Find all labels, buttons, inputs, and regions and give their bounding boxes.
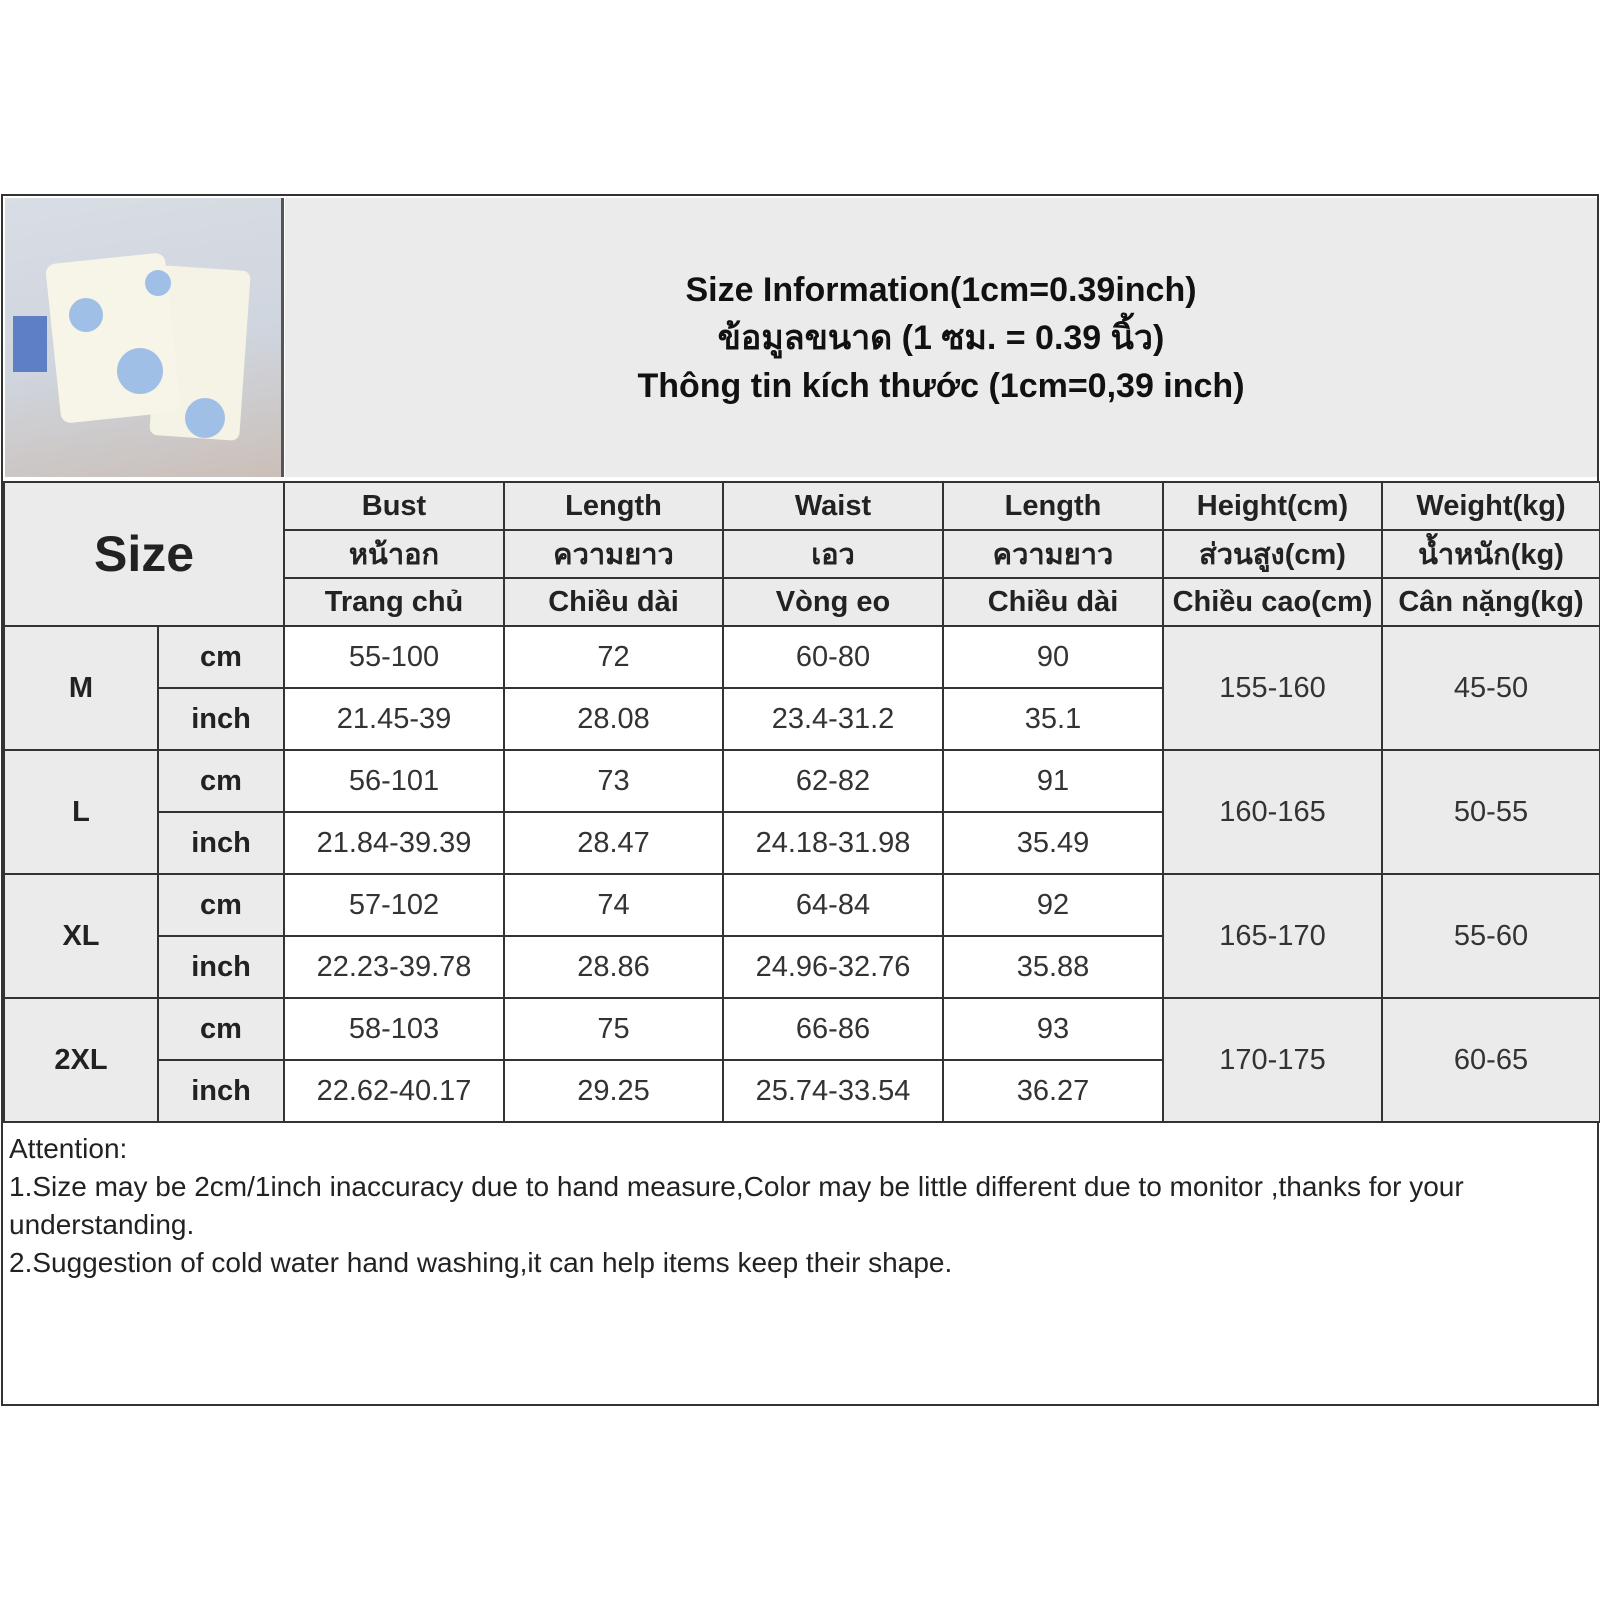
size-chart: [1, 194, 1599, 1406]
table-cell: 92: [943, 874, 1163, 936]
table-cell: 90: [943, 626, 1163, 688]
pattern-dot: [185, 398, 225, 438]
table-cell: 60-80: [723, 626, 943, 688]
table-cell: 22.62-40.17: [284, 1060, 504, 1122]
weight-cell: 45-50: [1382, 626, 1600, 750]
note-item: 1.Size may be 2cm/1inch inaccuracy due to hand measure,Color may be little different due to monitor ,thanks for your understanding.: [9, 1171, 1464, 1240]
size-header: Size: [4, 482, 284, 626]
table-row: [4, 626, 1600, 688]
column-header: หน้าอก: [284, 530, 504, 578]
title-english: Size Information(1cm=0.39inch): [685, 270, 1197, 309]
column-header: Weight(kg): [1382, 482, 1600, 530]
chart-header: [3, 196, 1599, 481]
notes-heading: Attention:: [9, 1133, 128, 1164]
title-box: [285, 198, 1597, 477]
column-header: ความยาว: [943, 530, 1163, 578]
pattern-dot: [69, 298, 103, 332]
table-cell: 91: [943, 750, 1163, 812]
pattern-dot: [117, 348, 163, 394]
table-cell: 25.74-33.54: [723, 1060, 943, 1122]
table-cell: 58-103: [284, 998, 504, 1060]
table-cell: 35.49: [943, 812, 1163, 874]
size-label: 2XL: [4, 998, 158, 1122]
height-cell: 155-160: [1163, 626, 1382, 750]
unit-label: inch: [158, 812, 284, 874]
table-cell: 75: [504, 998, 723, 1060]
table-cell: 56-101: [284, 750, 504, 812]
attention-notes: [9, 1130, 1589, 1282]
column-header: น้ำหนัก(kg): [1382, 530, 1600, 578]
header-row-english: [4, 482, 1600, 530]
weight-cell: 55-60: [1382, 874, 1600, 998]
table-cell: 55-100: [284, 626, 504, 688]
table-cell: 73: [504, 750, 723, 812]
unit-label: cm: [158, 626, 284, 688]
unit-label: cm: [158, 750, 284, 812]
table-cell: 22.23-39.78: [284, 936, 504, 998]
note-item: 2.Suggestion of cold water hand washing,it can help items keep their shape.: [9, 1247, 953, 1278]
unit-label: inch: [158, 1060, 284, 1122]
table-cell: 28.86: [504, 936, 723, 998]
pattern-dot: [145, 270, 171, 296]
unit-label: inch: [158, 936, 284, 998]
table-cell: 35.88: [943, 936, 1163, 998]
column-header: Cân nặng(kg): [1382, 578, 1600, 626]
size-label: XL: [4, 874, 158, 998]
table-cell: 24.96-32.76: [723, 936, 943, 998]
unit-label: cm: [158, 998, 284, 1060]
table-cell: 93: [943, 998, 1163, 1060]
table-cell: 36.27: [943, 1060, 1163, 1122]
column-header: Chiều dài: [943, 578, 1163, 626]
table-row: [4, 998, 1600, 1060]
table-cell: 24.18-31.98: [723, 812, 943, 874]
column-header: Vòng eo: [723, 578, 943, 626]
table-cell: 35.1: [943, 688, 1163, 750]
table-cell: 23.4-31.2: [723, 688, 943, 750]
column-header: Height(cm): [1163, 482, 1382, 530]
column-header: Chiều dài: [504, 578, 723, 626]
table-cell: 74: [504, 874, 723, 936]
column-header: Length: [943, 482, 1163, 530]
table-cell: 72: [504, 626, 723, 688]
title-vietnamese: Thông tin kích thước (1cm=0,39 inch): [637, 366, 1245, 405]
weight-cell: 50-55: [1382, 750, 1600, 874]
size-table: [3, 481, 1600, 1123]
column-header: ส่วนสูง(cm): [1163, 530, 1382, 578]
column-header: Bust: [284, 482, 504, 530]
table-cell: 28.08: [504, 688, 723, 750]
column-header: Waist: [723, 482, 943, 530]
table-cell: 21.45-39: [284, 688, 504, 750]
column-header: ความยาว: [504, 530, 723, 578]
height-cell: 160-165: [1163, 750, 1382, 874]
table-cell: 62-82: [723, 750, 943, 812]
product-photo: [5, 198, 284, 477]
table-row: [4, 750, 1600, 812]
title-thai: ข้อมูลขนาด (1 ซม. = 0.39 นิ้ว): [717, 318, 1165, 357]
unit-label: inch: [158, 688, 284, 750]
column-header: Length: [504, 482, 723, 530]
table-cell: 29.25: [504, 1060, 723, 1122]
unit-label: cm: [158, 874, 284, 936]
table-cell: 57-102: [284, 874, 504, 936]
size-label: L: [4, 750, 158, 874]
table-cell: 28.47: [504, 812, 723, 874]
column-header: Chiều cao(cm): [1163, 578, 1382, 626]
column-header: เอว: [723, 530, 943, 578]
height-cell: 170-175: [1163, 998, 1382, 1122]
tag-card: [13, 316, 47, 372]
height-cell: 165-170: [1163, 874, 1382, 998]
table-cell: 66-86: [723, 998, 943, 1060]
table-cell: 21.84-39.39: [284, 812, 504, 874]
weight-cell: 60-65: [1382, 998, 1600, 1122]
column-header: Trang chủ: [284, 578, 504, 626]
size-label: M: [4, 626, 158, 750]
table-cell: 64-84: [723, 874, 943, 936]
table-row: [4, 874, 1600, 936]
